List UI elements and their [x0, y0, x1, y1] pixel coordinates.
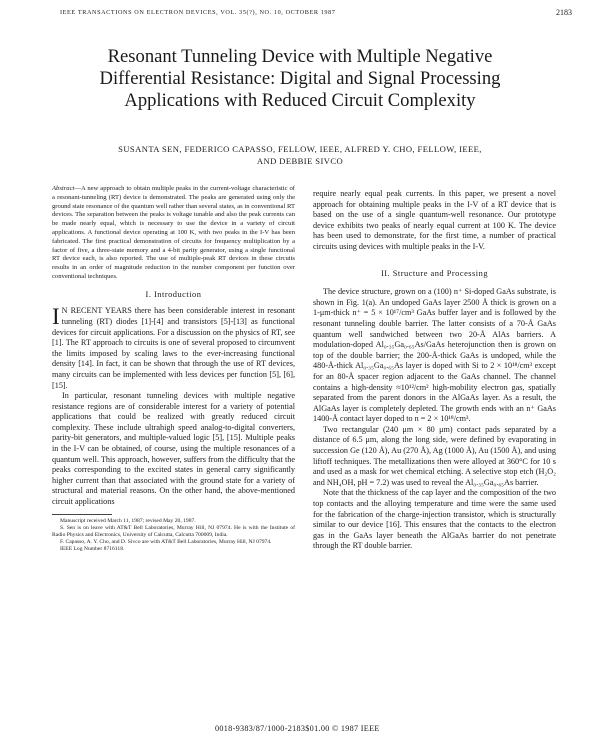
running-head: IEEE TRANSACTIONS ON ELECTRON DEVICES, VOL. 35(?), NO. 10, OCTOBER 1987	[60, 9, 336, 16]
intro-small-caps: N RECENT YEARS	[61, 306, 132, 316]
authors-line-1: SUSANTA SEN, FEDERICO CAPASSO, FELLOW, IEEE, ALFRED Y. CHO, FELLOW, IEEE,	[118, 144, 482, 154]
authors-line-2: AND DEBBIE SIVCO	[256, 156, 344, 166]
title-line-3: Applications with Reduced Circuit Complexity	[124, 90, 476, 111]
intro-paragraph-2: In particular, resonant tunneling devices with multiple negative resistance regions are of considerable interest for a variety of potential applications that could be realized with greatly reduced circuit complexity. These include ultrahigh speed analog-to-digital converters, parity-bit generators, and multiple-valued logic [5], [15]. Multiple peaks in the I-V can be obtained, of course, using the multiple resonances of a quantum well. This approach, however, suffers from the difficulty that the peaks corresponding to the excited states in general carry significantly higher current than that associated with the ground state for a variety of structural and material reasons. On the other hand, the above-mentioned circuit applications	[52, 391, 295, 507]
footnote-capasso: F. Capasso, A. Y. Cho, and D. Sivco are with AT&T Bell Laboratories, Murray Hill, NJ 07974.	[60, 539, 272, 546]
footnote-sen: S. Sen is on leave with AT&T Bell Laboratories, Murray Hill, NJ 07974. He is with the Institute of Radio Physics and Electronics, University of Calcutta, Calcutta 700009, India.	[52, 524, 295, 539]
section-heading-introduction: I. Introduction	[145, 289, 202, 299]
abstract	[52, 185, 295, 282]
intro-paragraph-1-text: there has been considerable interest in resonant tunneling (RT) diodes [1]-[4] and transistors [5]-[13] as functional devices for circuit applications. For a discussion on the physics of RT, see [1]. The RT approach to circuits is one of several proposed to circumvent the limits imposed by scaling laws to the ever-increasing functional density [14]. In fact, it can be shown that through the use of RT devices, many circuits can be implemented with less devices per function [5], [6], [15].	[52, 306, 296, 390]
abstract-text: —A new approach to obtain multiple peaks in the current-voltage characteristic of a resonant-tunneling (RT) device is demonstrated. The peaks are generated using only the ground state resonance of the quantum well rather than several states, as in conventional RT devices. The separation between the peaks is voltage tunable and also the peak currents can be made nearly equal, which is necessary to use the device in a variety of circuit applications. A functional device operating at 100 K, with two peaks in the I-V has been fabricated. The first practical demonstration of circuits for frequency multiplication by a factor of five, a three-state memory and a 4-bit parity generator, using a single functional RT device each, is also reported. The use of multiple-peak RT devices in these circuits results in an order of magnitude reduction in the number component per function over conventional techniques.	[52, 185, 295, 280]
copyright-line: 0018-9383/87/1000-2183$01.00 © 1987 IEEE	[215, 724, 380, 733]
intro-paragraph-1	[52, 306, 295, 391]
abstract-label: Abstract	[52, 185, 75, 192]
paper-title	[40, 46, 560, 112]
right-column	[313, 189, 556, 552]
footnote-rule	[52, 514, 112, 515]
title-line-1: Resonant Tunneling Device with Multiple Negative	[107, 46, 493, 67]
page-number: 2183	[556, 8, 572, 17]
structure-paragraph-3: Note that the thickness of the cap layer and the composition of the two top contacts and the alloying temperature and time were the same used for the fabrication of the charge-injection transistor, which is structurally similar to our device [16]. This ensures that the contacts to the electron gas in the GaAs layer beneath the AlGaAs barrier do not penetrate through the RT double barrier.	[313, 488, 556, 551]
drop-cap: I	[52, 304, 60, 330]
title-line-2: Differential Resistance: Digital and Signal Processing	[99, 68, 501, 89]
left-column	[52, 185, 295, 554]
author-list	[50, 143, 550, 167]
structure-paragraph-2: Two rectangular (240 μm × 80 μm) contact pads separated by a distance of 6.5 μm, along the long side, were defined by evaporating in succession Ge (120 Å), Au (270 Å), Ag (1000 Å), Au (1500 Å), and using liftoff techniques. The metallizations then were alloyed at 360°C for 10 s and used as a mask for wet chemical etching. A selective stop etch (H₂O₂ and NH₄OH, pH = 7.2) was used to reveal the Al₀.₃₅Ga₀.₆₅As barrier.	[313, 424, 556, 487]
structure-paragraph-1: The device structure, grown on a (100) n⁺ Si-doped GaAs substrate, is shown in Fig. 1(a). An undoped GaAs layer 2500 Å thick is grown on a 1-μm-thick n⁺ = 5 × 10¹⁷/cm³ GaAs buffer layer and is followed by the resonant tunneling double barrier. The latter consists of a 70-Å GaAs quantum well sandwiched between two 20-Å AlAs barriers. A modulation-doped Al₀.₃₅Ga₀.₆₅As/GaAs heterojunction then is grown on top of the double barrier; the 200-Å-thick GaAs is undoped, while the 480-Å-thick Al₀.₃₅Ga₀.₆₅As layer is doped with Si to 2 × 10¹⁸/cm³ except for an 80-Å spacer region adjacent to the GaAs channel. The channel contains a high-density ≈10¹²/cm² high-mobility electron gas, spatially separated from the parent donors in the AlGaAs layer. As a result, the AlGaAs layer is completely depleted. The growth ends with an n⁺ GaAs 1400-Å contact layer doped to n = 2 × 10¹⁸/cm³.	[313, 287, 556, 424]
section-heading-structure: II. Structure and Processing	[380, 268, 489, 278]
footnote-log-number: IEEE Log Number 8716118.	[60, 546, 125, 553]
intro-continuation: require nearly equal peak currents. In this paper, we present a novel approach for obtaining multiple peaks in the I-V of a RT device that is based on the use of a single quantum-well resonance. Our prototype device exhibits two peaks of nearly equal current at 100 K. The device has been used to demonstrate, for the first time, a number of practical circuits using devices with multiple peaks in the I-V.	[313, 189, 556, 251]
footnote-manuscript: Manuscript received March 11, 1987; revised May 20, 1987.	[60, 517, 196, 524]
